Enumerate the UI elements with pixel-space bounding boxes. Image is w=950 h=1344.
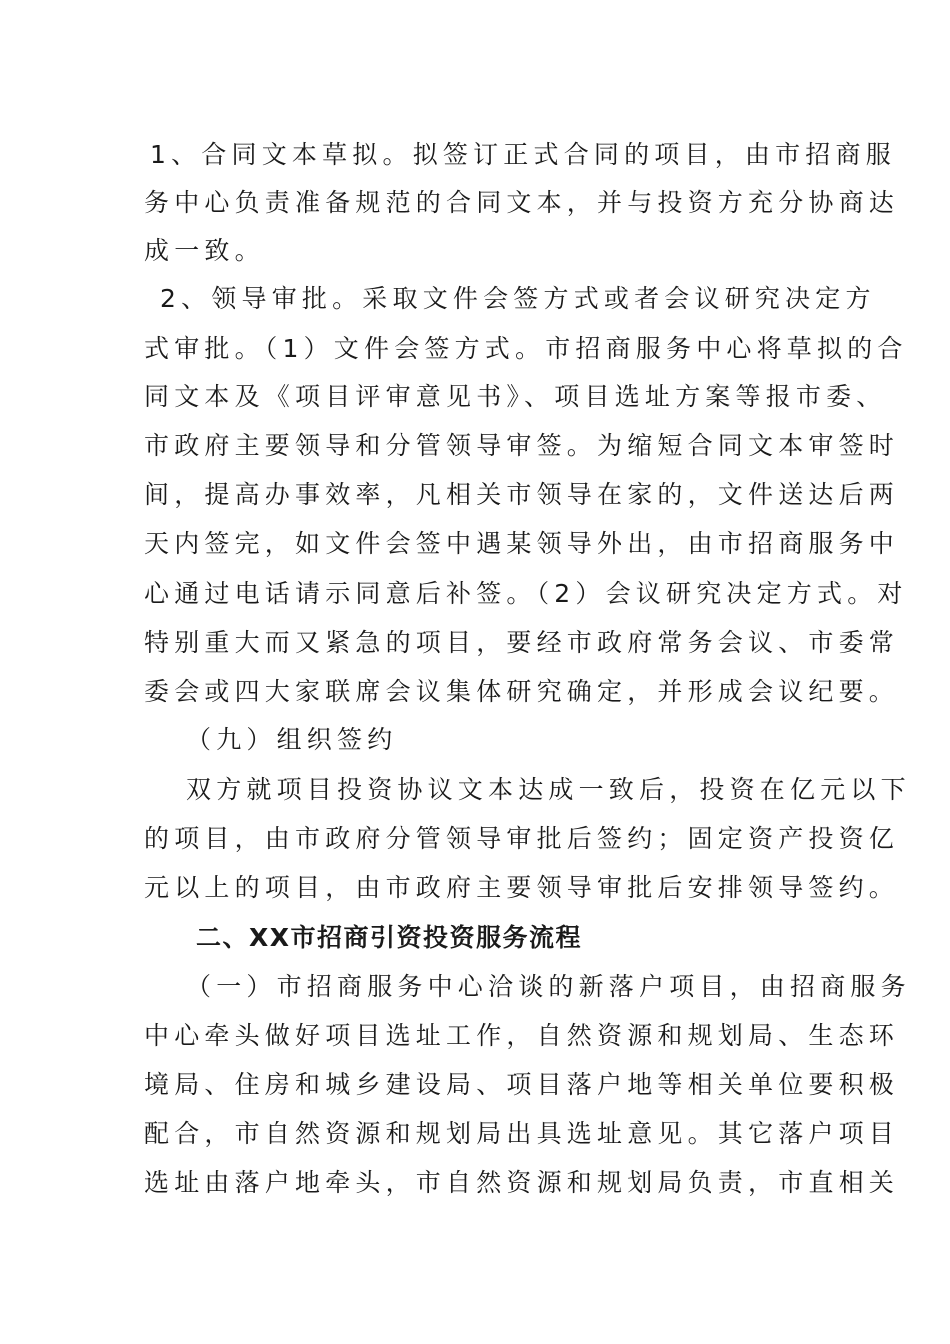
paragraph-line: 式审批。（1）文件会签方式。市招商服务中心将草拟的合 <box>144 334 908 363</box>
paragraph-line: 务中心负责准备规范的合同文本，并与投资方充分协商达 <box>144 188 900 217</box>
paragraph-line: 1、合同文本草拟。拟签订正式合同的项目，由市招商服 <box>150 140 896 169</box>
paragraph-line: 的项目，由市政府分管领导审批后签约；固定资产投资亿 <box>144 824 900 853</box>
paragraph-line: 特别重大而又紧急的项目，要经市政府常务会议、市委常 <box>144 628 900 657</box>
paragraph-line: 心通过电话请示同意后补签。（2）会议研究决定方式。对 <box>144 579 908 608</box>
paragraph-line: 配合，市自然资源和规划局出具选址意见。其它落户项目 <box>144 1119 900 1148</box>
paragraph-line: 委会或四大家联席会议集体研究确定，并形成会议纪要。 <box>144 677 900 706</box>
section-subheading: （九）组织签约 <box>186 725 398 754</box>
paragraph-line: 同文本及《项目评审意见书》、项目选址方案等报市委、 <box>144 382 887 411</box>
paragraph-line: 选址由落户地牵头，市自然资源和规划局负责，市直相关 <box>144 1168 900 1197</box>
paragraph-line: 2、领导审批。采取文件会签方式或者会议研究决定方 <box>160 284 876 313</box>
paragraph-line: 境局、住房和城乡建设局、项目落户地等相关单位要积极 <box>144 1070 900 1099</box>
paragraph-line: 天内签完，如文件会签中遇某领导外出，由市招商服务中 <box>144 529 900 558</box>
paragraph-line: 元以上的项目，由市政府主要领导审批后安排领导签约。 <box>144 873 900 902</box>
section-heading: 二、XX市招商引资投资服务流程 <box>196 923 583 952</box>
paragraph-line: 成一致。 <box>144 236 265 265</box>
paragraph-line: 市政府主要领导和分管领导审签。为缩短合同文本审签时 <box>144 431 900 460</box>
paragraph-line: 中心牵头做好项目选址工作，自然资源和规划局、生态环 <box>144 1021 900 1050</box>
paragraph-line: 双方就项目投资协议文本达成一致后，投资在亿元以下 <box>186 775 911 804</box>
paragraph-line: （一）市招商服务中心洽谈的新落户项目，由招商服务 <box>186 972 911 1001</box>
paragraph-line: 间，提高办事效率，凡相关市领导在家的，文件送达后两 <box>144 480 900 509</box>
